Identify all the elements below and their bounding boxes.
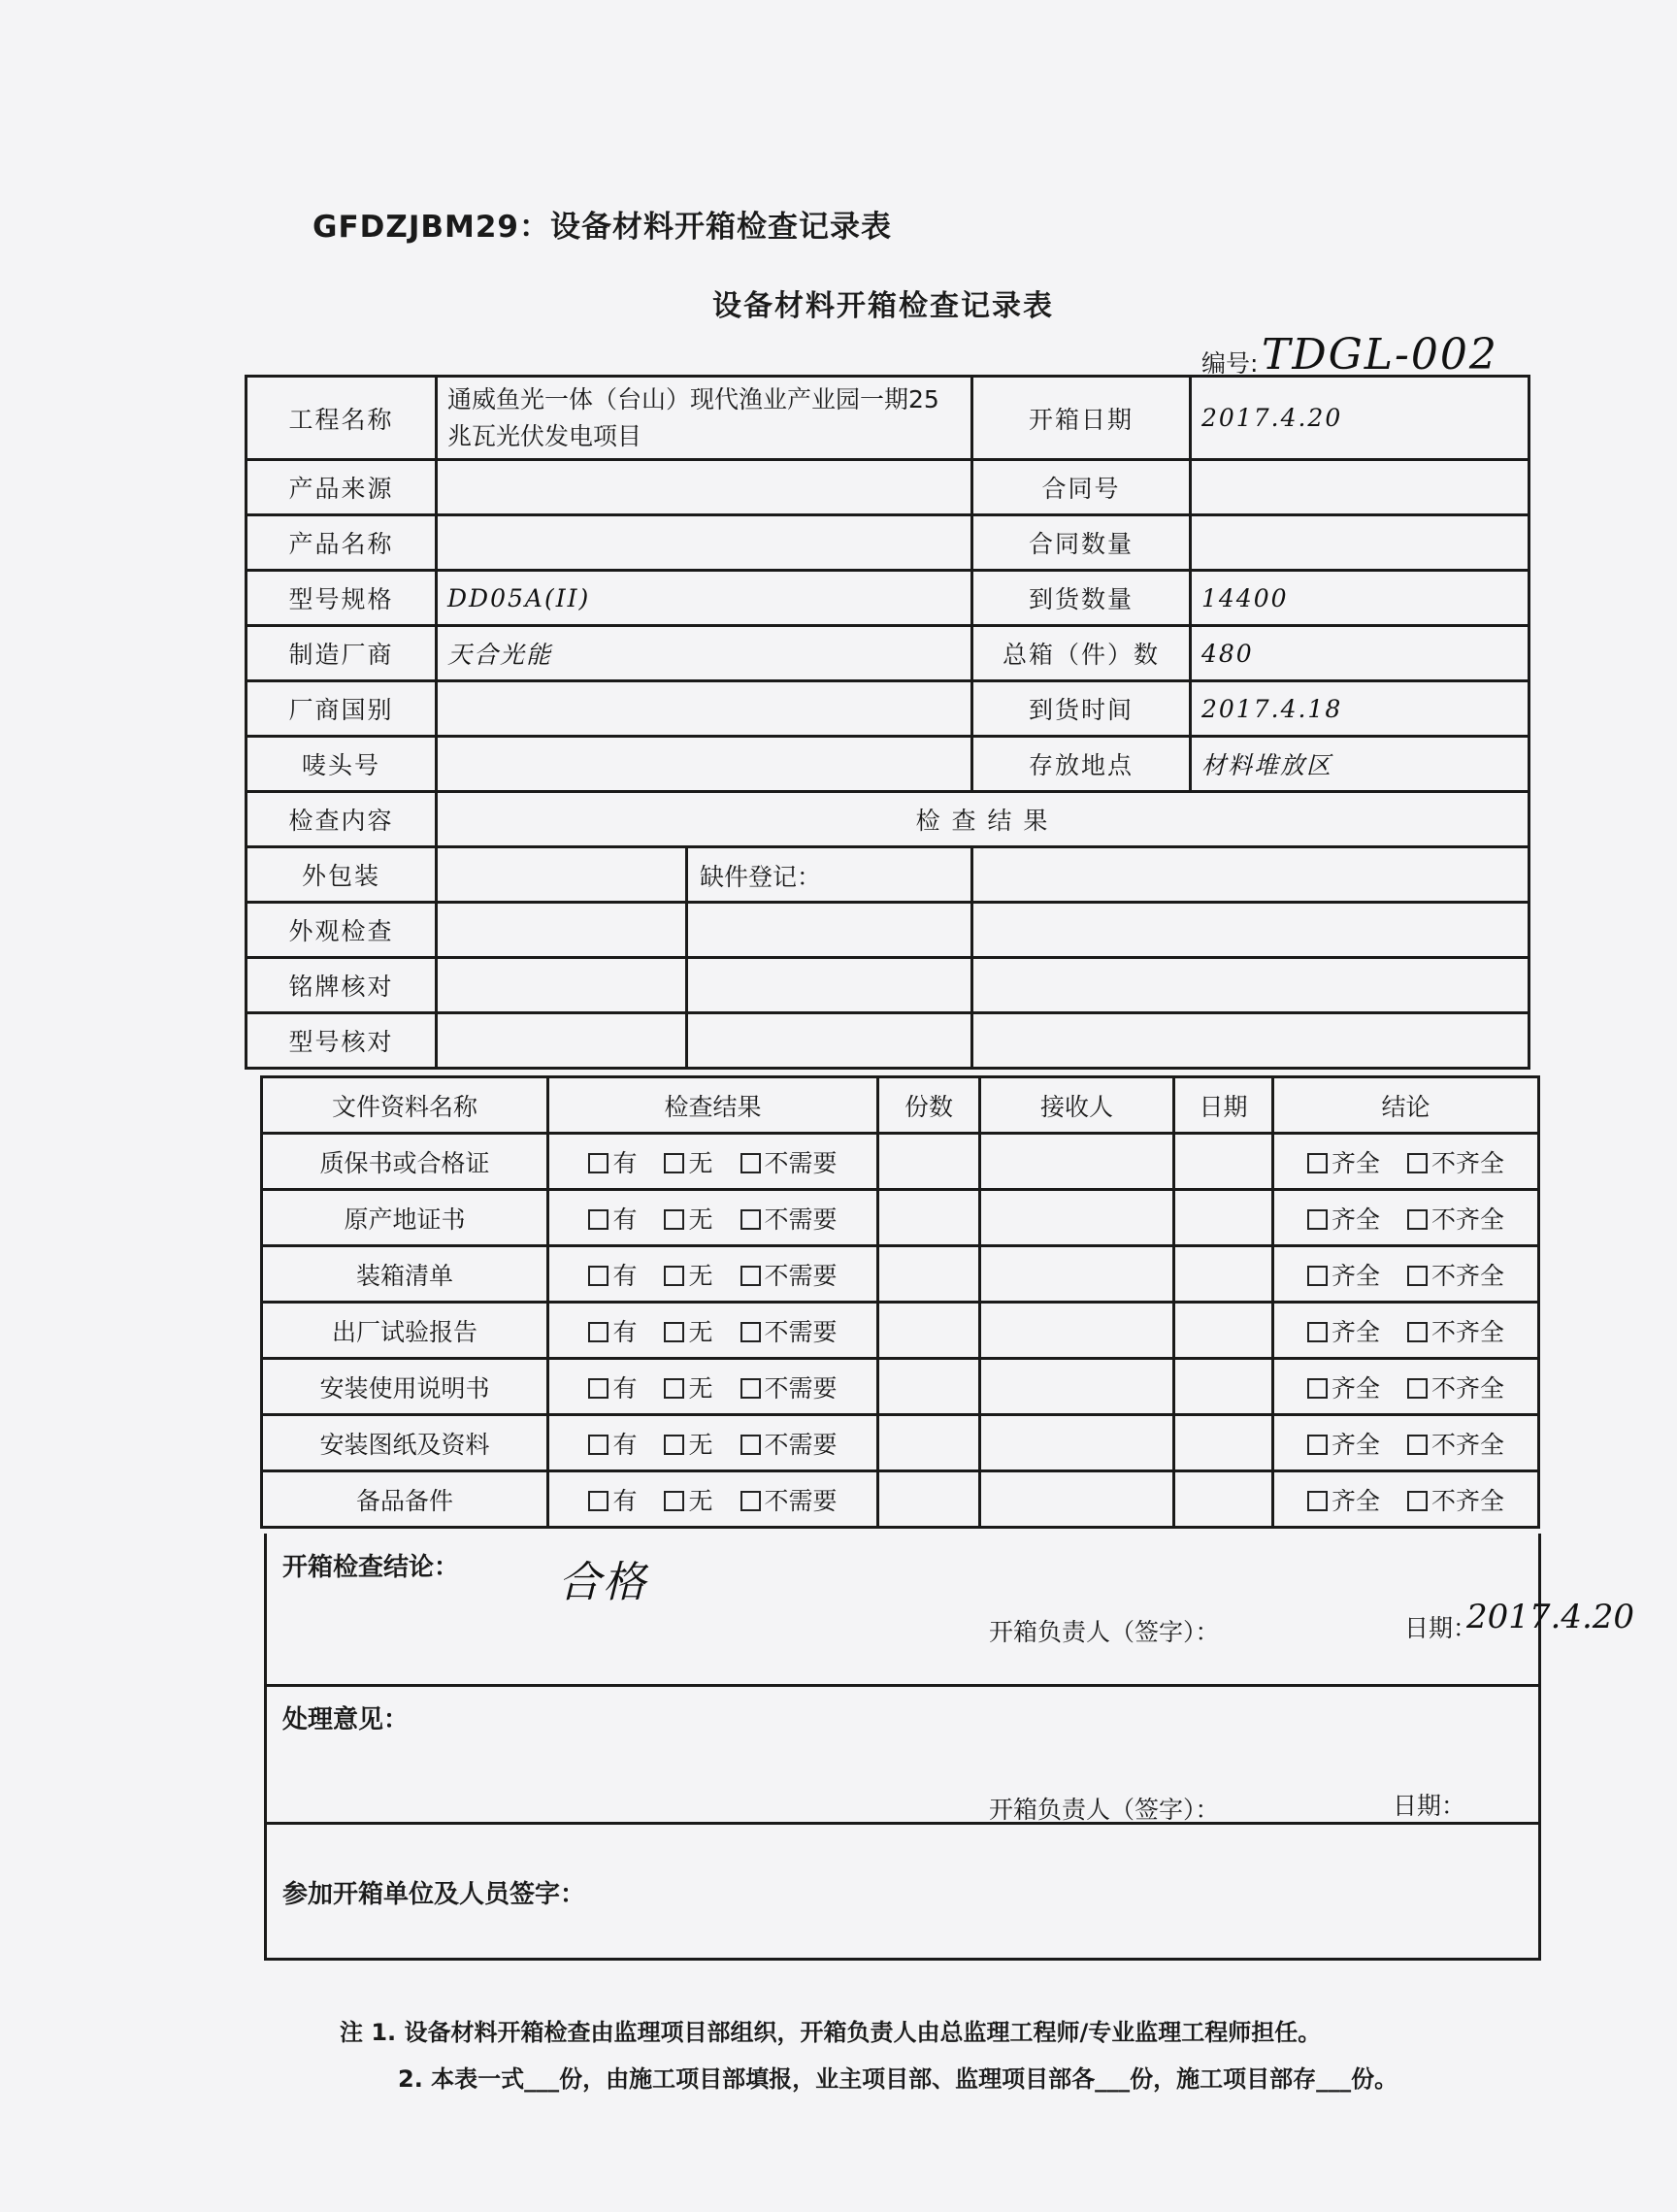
checkbox-icon xyxy=(588,1322,608,1342)
checkbox-option[interactable] xyxy=(1307,1482,1380,1517)
doc-row xyxy=(262,1246,1539,1303)
documents-table xyxy=(260,1075,1540,1529)
conclusion-signer-label: 开箱负责人（签字）： xyxy=(989,1618,1220,1646)
participants-section xyxy=(264,1822,1541,1961)
country-label: 厂商国别 xyxy=(247,681,437,737)
checkbox-icon xyxy=(740,1491,761,1511)
doc-date xyxy=(1174,1415,1273,1471)
inspection-item: 外包装 xyxy=(247,847,437,903)
checkbox-icon xyxy=(1407,1322,1428,1342)
checkbox-label: 不齐全 xyxy=(1431,1373,1505,1403)
contract-qty-label: 合同数量 xyxy=(972,515,1191,571)
doc-conclusion xyxy=(1273,1471,1539,1528)
checkbox-label: 无 xyxy=(688,1261,713,1290)
checkbox-label: 齐全 xyxy=(1331,1148,1380,1177)
checkbox-label: 齐全 xyxy=(1331,1261,1380,1290)
maker-label: 制造厂商 xyxy=(247,626,437,681)
checkbox-option[interactable] xyxy=(740,1201,838,1236)
product-name-label: 产品名称 xyxy=(247,515,437,571)
checkbox-option[interactable] xyxy=(1407,1426,1504,1461)
doc-check-result xyxy=(548,1415,878,1471)
checkbox-option[interactable] xyxy=(1307,1201,1380,1236)
open-date: 2017.4.20 xyxy=(1191,377,1529,460)
checkbox-label: 有 xyxy=(612,1317,638,1346)
checkbox-label: 不齐全 xyxy=(1431,1486,1505,1515)
checkbox-label: 有 xyxy=(612,1148,638,1177)
checkbox-icon xyxy=(740,1435,761,1455)
doc-check-result xyxy=(548,1471,878,1528)
doc-receiver xyxy=(980,1134,1174,1190)
inspection-item-value xyxy=(437,958,972,1013)
doc-row-name: 安装使用说明书 xyxy=(262,1359,548,1415)
notes xyxy=(340,2009,1398,2102)
doc-conclusion xyxy=(1273,1415,1539,1471)
checkbox-label: 无 xyxy=(688,1148,713,1177)
checkbox-option[interactable] xyxy=(1407,1482,1504,1517)
form-code-title: GFDZJBM29：设备材料开箱检查记录表 xyxy=(312,210,892,245)
doc-copies xyxy=(878,1190,980,1246)
checkbox-label: 不需要 xyxy=(764,1317,838,1346)
doc-row-name: 安装图纸及资料 xyxy=(262,1415,548,1471)
doc-row xyxy=(262,1471,1539,1528)
checkbox-icon xyxy=(1407,1378,1428,1399)
doc-check-result xyxy=(548,1246,878,1303)
arrival-time-label: 到货时间 xyxy=(972,681,1191,737)
checkbox-option[interactable] xyxy=(740,1370,838,1404)
doc-row-name: 备品备件 xyxy=(262,1471,548,1528)
participants-label: 参加开箱单位及人员签字： xyxy=(282,1880,586,1909)
storage-label: 存放地点 xyxy=(972,737,1191,792)
inspection-item: 铭牌核对 xyxy=(247,958,437,1013)
missing-area xyxy=(972,847,1529,903)
contract-no-value xyxy=(1191,460,1529,515)
handling-date-label: 日期： xyxy=(1393,1792,1466,1820)
doc-header: 接收人 xyxy=(980,1077,1174,1134)
arrival-qty-label: 到货数量 xyxy=(972,571,1191,626)
checkbox-label: 齐全 xyxy=(1331,1317,1380,1346)
storage-value: 材料堆放区 xyxy=(1191,737,1529,792)
checkbox-option[interactable] xyxy=(1307,1370,1380,1404)
checkbox-icon xyxy=(664,1266,684,1286)
doc-copies xyxy=(878,1471,980,1528)
checkbox-option[interactable] xyxy=(588,1257,637,1292)
checkbox-label: 不需要 xyxy=(764,1148,838,1177)
inspection-item-value xyxy=(437,847,972,903)
checkbox-icon xyxy=(740,1322,761,1342)
checkbox-label: 齐全 xyxy=(1331,1486,1380,1515)
conclusion-section xyxy=(264,1534,1635,1687)
doc-header: 结论 xyxy=(1273,1077,1539,1134)
checkbox-icon xyxy=(740,1153,761,1173)
total-box-label: 总箱（件）数 xyxy=(972,626,1191,681)
checkbox-icon xyxy=(1307,1491,1328,1511)
checkbox-icon xyxy=(1407,1266,1428,1286)
checkbox-icon xyxy=(1307,1378,1328,1399)
checkbox-label: 无 xyxy=(688,1373,713,1403)
checkbox-option[interactable] xyxy=(588,1201,637,1236)
checkbox-icon xyxy=(588,1491,608,1511)
checkbox-label: 有 xyxy=(612,1373,638,1403)
total-box: 480 xyxy=(1191,626,1529,681)
checkbox-option[interactable] xyxy=(1407,1370,1504,1404)
checkbox-label: 不齐全 xyxy=(1431,1430,1505,1459)
checkbox-icon xyxy=(740,1266,761,1286)
checkbox-label: 不齐全 xyxy=(1431,1148,1505,1177)
checkbox-icon xyxy=(1307,1266,1328,1286)
checkbox-option[interactable] xyxy=(1307,1426,1380,1461)
checkbox-icon xyxy=(588,1209,608,1230)
checkbox-icon xyxy=(664,1209,684,1230)
arrival-qty: 14400 xyxy=(1191,571,1529,626)
conclusion-label: 开箱检查结论： xyxy=(282,1553,460,1582)
checkbox-option[interactable] xyxy=(588,1482,637,1517)
doc-row-name: 原产地证书 xyxy=(262,1190,548,1246)
checkbox-icon xyxy=(1407,1153,1428,1173)
checkbox-label: 齐全 xyxy=(1331,1430,1380,1459)
handling-signer-label: 开箱负责人（签字）： xyxy=(989,1796,1220,1824)
doc-row-name: 质保书或合格证 xyxy=(262,1134,548,1190)
checkbox-option[interactable] xyxy=(1407,1144,1504,1179)
doc-row-name: 装箱清单 xyxy=(262,1246,548,1303)
inspection-item: 型号核对 xyxy=(247,1013,437,1069)
note-line: 2. 本表一式___份，由施工项目部填报，业主项目部、监理项目部各___份，施工项目部存___份。 xyxy=(398,2065,1398,2093)
checkbox-option[interactable] xyxy=(588,1426,637,1461)
doc-row xyxy=(262,1415,1539,1471)
conclusion-date: 2017.4.20 xyxy=(1466,1598,1635,1636)
checkbox-label: 不齐全 xyxy=(1431,1205,1505,1234)
checkbox-icon xyxy=(1407,1435,1428,1455)
doc-header: 检查结果 xyxy=(548,1077,878,1134)
checkbox-label: 无 xyxy=(688,1430,713,1459)
checkbox-option[interactable] xyxy=(740,1144,838,1179)
doc-check-result xyxy=(548,1303,878,1359)
checkbox-icon xyxy=(1307,1153,1328,1173)
checkbox-icon xyxy=(664,1378,684,1399)
open-date-label: 开箱日期 xyxy=(972,377,1191,460)
doc-conclusion xyxy=(1273,1303,1539,1359)
missing-label: 缺件登记： xyxy=(700,863,822,891)
checkbox-option[interactable] xyxy=(740,1482,838,1517)
doc-check-result xyxy=(548,1190,878,1246)
arrival-time: 2017.4.18 xyxy=(1191,681,1529,737)
checkbox-icon xyxy=(1307,1322,1328,1342)
mark-value xyxy=(437,737,972,792)
checkbox-icon xyxy=(1407,1209,1428,1230)
missing-area xyxy=(972,1013,1529,1069)
checkbox-option[interactable] xyxy=(740,1426,838,1461)
inspection-item-value xyxy=(437,1013,972,1069)
doc-date xyxy=(1174,1134,1273,1190)
missing-area xyxy=(972,958,1529,1013)
checkbox-label: 齐全 xyxy=(1331,1205,1380,1234)
product-name-value xyxy=(437,515,972,571)
conclusion-date-label: 日期： xyxy=(1404,1614,1478,1642)
doc-header: 份数 xyxy=(878,1077,980,1134)
checkbox-icon xyxy=(664,1322,684,1342)
checkbox-option[interactable] xyxy=(1407,1257,1504,1292)
form-title: 设备材料开箱检查记录表 xyxy=(712,289,1054,323)
inspection-item-value xyxy=(437,903,972,958)
model-value: DD05A(II) xyxy=(437,571,972,626)
checkbox-label: 不需要 xyxy=(764,1205,838,1234)
inspection-content-label: 检查内容 xyxy=(247,792,437,847)
doc-date xyxy=(1174,1359,1273,1415)
handling-section xyxy=(264,1684,1541,1825)
checkbox-icon xyxy=(588,1266,608,1286)
checkbox-option[interactable] xyxy=(740,1257,838,1292)
inspection-result-label: 检 查 结 果 xyxy=(437,792,1529,847)
checkbox-label: 不需要 xyxy=(764,1373,838,1403)
doc-row xyxy=(262,1359,1539,1415)
checkbox-icon xyxy=(664,1435,684,1455)
doc-copies xyxy=(878,1134,980,1190)
checkbox-icon xyxy=(588,1435,608,1455)
doc-copies xyxy=(878,1359,980,1415)
checkbox-icon xyxy=(588,1378,608,1399)
contract-no-label: 合同号 xyxy=(972,460,1191,515)
serial-label: 编号: xyxy=(1201,349,1259,378)
checkbox-label: 有 xyxy=(612,1486,638,1515)
serial-value: TDGL-002 xyxy=(1262,330,1498,380)
checkbox-label: 不需要 xyxy=(764,1261,838,1290)
contract-qty-value xyxy=(1191,515,1529,571)
checkbox-icon xyxy=(1407,1491,1428,1511)
doc-row-name: 出厂试验报告 xyxy=(262,1303,548,1359)
checkbox-label: 无 xyxy=(688,1486,713,1515)
checkbox-option[interactable] xyxy=(1307,1257,1380,1292)
checkbox-icon xyxy=(588,1153,608,1173)
checkbox-option[interactable] xyxy=(740,1313,838,1348)
checkbox-icon xyxy=(664,1153,684,1173)
checkbox-option[interactable] xyxy=(1407,1201,1504,1236)
checkbox-label: 不齐全 xyxy=(1431,1261,1505,1290)
source-label: 产品来源 xyxy=(247,460,437,515)
checkbox-icon xyxy=(740,1378,761,1399)
project-name: 通威鱼光一体（台山）现代渔业产业园一期25兆瓦光伏发电项目 xyxy=(437,377,972,460)
doc-receiver xyxy=(980,1246,1174,1303)
doc-conclusion xyxy=(1273,1246,1539,1303)
doc-receiver xyxy=(980,1471,1174,1528)
note-line: 注 1. 设备材料开箱检查由监理项目部组织，开箱负责人由总监理工程师/专业监理工程师担任。 xyxy=(340,2019,1322,2046)
doc-header: 日期 xyxy=(1174,1077,1273,1134)
doc-receiver xyxy=(980,1190,1174,1246)
maker-value: 天合光能 xyxy=(437,626,972,681)
missing-area xyxy=(972,903,1529,958)
checkbox-icon xyxy=(664,1491,684,1511)
checkbox-option[interactable] xyxy=(1307,1144,1380,1179)
doc-row xyxy=(262,1134,1539,1190)
checkbox-option[interactable] xyxy=(664,1426,712,1461)
model-label: 型号规格 xyxy=(247,571,437,626)
checkbox-option[interactable] xyxy=(664,1201,712,1236)
checkbox-label: 有 xyxy=(612,1205,638,1234)
checkbox-option[interactable] xyxy=(664,1313,712,1348)
checkbox-option[interactable] xyxy=(664,1482,712,1517)
source-value xyxy=(437,460,972,515)
checkbox-label: 有 xyxy=(612,1261,638,1290)
checkbox-option[interactable] xyxy=(664,1257,712,1292)
country-value xyxy=(437,681,972,737)
checkbox-option[interactable] xyxy=(664,1144,712,1179)
checkbox-icon xyxy=(1307,1435,1328,1455)
doc-row xyxy=(262,1190,1539,1246)
doc-date xyxy=(1174,1190,1273,1246)
mark-label: 唛头号 xyxy=(247,737,437,792)
checkbox-label: 不需要 xyxy=(764,1430,838,1459)
project-name-label: 工程名称 xyxy=(247,377,437,460)
checkbox-option[interactable] xyxy=(1307,1313,1380,1348)
header-table xyxy=(245,375,1530,1070)
doc-check-result xyxy=(548,1359,878,1415)
checkbox-option[interactable] xyxy=(1407,1313,1504,1348)
checkbox-icon xyxy=(1307,1209,1328,1230)
doc-header: 文件资料名称 xyxy=(262,1077,548,1134)
checkbox-label: 不齐全 xyxy=(1431,1317,1505,1346)
doc-receiver xyxy=(980,1415,1174,1471)
doc-date xyxy=(1174,1246,1273,1303)
doc-copies xyxy=(878,1415,980,1471)
checkbox-label: 齐全 xyxy=(1331,1373,1380,1403)
checkbox-label: 无 xyxy=(688,1205,713,1234)
doc-check-result xyxy=(548,1134,878,1190)
doc-date xyxy=(1174,1471,1273,1528)
checkbox-icon xyxy=(740,1209,761,1230)
checkbox-label: 不需要 xyxy=(764,1486,838,1515)
doc-receiver xyxy=(980,1359,1174,1415)
doc-conclusion xyxy=(1273,1134,1539,1190)
conclusion-value: 合格 xyxy=(558,1558,647,1607)
doc-conclusion xyxy=(1273,1359,1539,1415)
checkbox-option[interactable] xyxy=(588,1313,637,1348)
doc-receiver xyxy=(980,1303,1174,1359)
checkbox-option[interactable] xyxy=(588,1144,637,1179)
doc-copies xyxy=(878,1246,980,1303)
checkbox-option[interactable] xyxy=(664,1370,712,1404)
checkbox-option[interactable] xyxy=(588,1370,637,1404)
doc-date xyxy=(1174,1303,1273,1359)
handling-label: 处理意见： xyxy=(282,1705,410,1734)
doc-copies xyxy=(878,1303,980,1359)
doc-conclusion xyxy=(1273,1190,1539,1246)
inspection-item: 外观检查 xyxy=(247,903,437,958)
checkbox-label: 无 xyxy=(688,1317,713,1346)
checkbox-label: 有 xyxy=(612,1430,638,1459)
doc-row xyxy=(262,1303,1539,1359)
